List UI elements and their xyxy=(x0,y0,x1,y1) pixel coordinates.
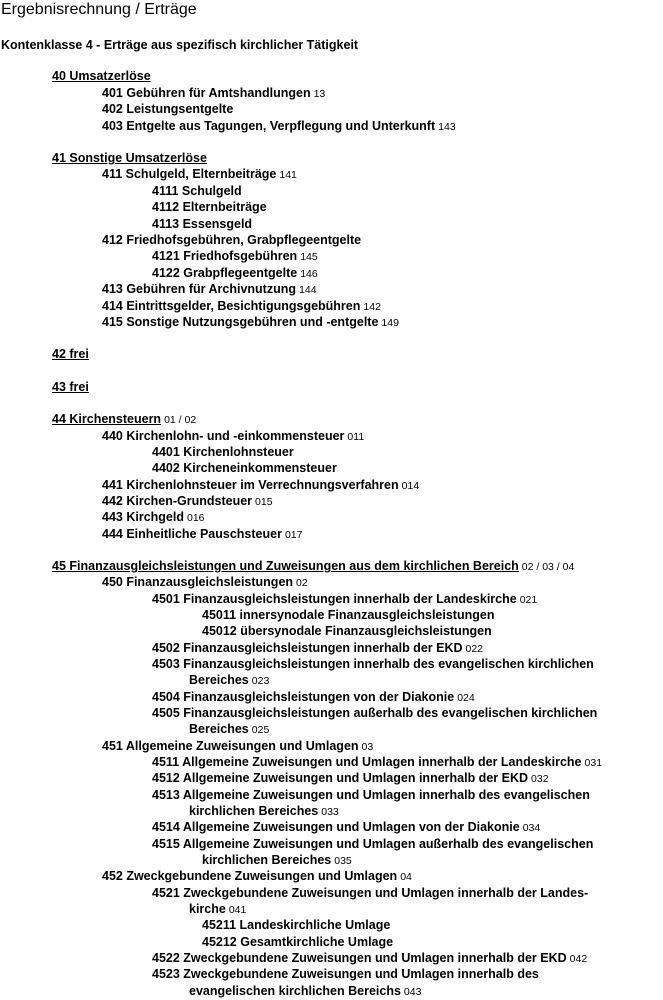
account-item xyxy=(102,166,297,183)
account-label: 402 Leistungsentgelte xyxy=(102,102,234,116)
account-item xyxy=(152,248,318,265)
account-label: 44 Kirchensteuern xyxy=(52,412,162,426)
account-reference-code: 01 / 02 xyxy=(164,414,197,426)
account-label: kirchlichen Bereiches xyxy=(189,804,319,818)
account-item xyxy=(152,591,537,608)
account-reference-code: 02 xyxy=(296,577,308,589)
account-item xyxy=(152,265,318,282)
account-group-heading xyxy=(52,68,151,84)
account-item xyxy=(102,493,273,510)
account-group-heading xyxy=(52,150,207,166)
account-label: 403 Entgelte aus Tagungen, Verpflegung und Unterkunft xyxy=(102,119,436,133)
account-label: kirche xyxy=(189,902,226,916)
section-subtitle: Kontenklasse 4 - Erträge aus spezifisch kirchlicher Tätigkeit xyxy=(1,38,359,52)
account-label: 415 Sonstige Nutzungsgebühren und -entgelte xyxy=(102,315,379,329)
account-label: 442 Kirchen-Grundsteuer xyxy=(102,494,253,508)
account-item xyxy=(152,199,267,215)
account-label: 4512 Allgemeine Zuweisungen und Umlagen innerhalb der EKD xyxy=(152,771,529,785)
account-item xyxy=(152,444,294,460)
account-reference-code: 017 xyxy=(284,529,303,541)
account-item xyxy=(102,232,361,248)
account-reference-code: 031 xyxy=(584,757,603,769)
account-item xyxy=(102,101,233,117)
account-label: 451 Allgemeine Zuweisungen und Umlagen xyxy=(102,739,359,753)
account-reference-code: 04 xyxy=(400,871,412,883)
account-label: 450 Finanzausgleichsleistungen xyxy=(102,575,294,589)
account-reference-code: 144 xyxy=(299,284,317,296)
account-item xyxy=(202,607,494,623)
account-reference-code: 014 xyxy=(401,480,420,492)
account-item xyxy=(189,803,339,820)
account-item xyxy=(152,885,588,901)
account-label: 4523 Zweckgebundene Zuweisungen und Umlagen innerhalb des xyxy=(152,967,539,981)
account-label: 43 frei xyxy=(52,380,89,394)
account-label: 4502 Finanzausgleichsleistungen innerhalb der EKD xyxy=(152,641,463,655)
account-reference-code: 03 xyxy=(361,741,374,753)
account-label: 441 Kirchenlohnsteuer im Verrechnungsverfahren xyxy=(102,478,399,492)
account-label: kirchlichen Bereiches xyxy=(202,853,332,867)
account-reference-code: 024 xyxy=(457,692,475,704)
account-group-heading xyxy=(52,558,574,575)
account-item xyxy=(189,983,421,1000)
account-label: 45 Finanzausgleichsleistungen und Zuweisungen aus dem kirchlichen Bereich xyxy=(52,559,519,573)
page-title: Ergebnisrechnung / Erträge xyxy=(1,1,197,18)
account-reference-code: 149 xyxy=(381,317,399,329)
account-label: 413 Gebühren für Archivnutzung xyxy=(102,282,297,296)
account-label: 45012 übersynodale Finanzausgleichsleistungen xyxy=(202,624,492,638)
account-item xyxy=(152,656,594,672)
account-label: 4401 Kirchenlohnsteuer xyxy=(152,445,294,459)
account-item xyxy=(152,689,475,706)
account-reference-code: 02 / 03 / 04 xyxy=(521,561,575,573)
account-item xyxy=(152,836,593,852)
account-item xyxy=(189,901,246,918)
account-item xyxy=(152,460,337,476)
account-reference-code: 032 xyxy=(531,773,549,785)
account-reference-code: 042 xyxy=(569,953,588,965)
account-label: evangelischen kirchlichen Bereichs xyxy=(189,984,401,998)
account-item xyxy=(102,509,205,526)
account-reference-code: 021 xyxy=(519,594,538,606)
account-item xyxy=(152,787,590,803)
account-item xyxy=(102,868,412,885)
account-label: 45212 Gesamtkirchliche Umlage xyxy=(202,935,394,949)
account-item xyxy=(152,770,549,787)
account-item xyxy=(102,298,381,315)
account-reference-code: 13 xyxy=(313,88,326,100)
account-item xyxy=(102,574,308,591)
account-reference-code: 041 xyxy=(228,904,247,916)
account-reference-code: 146 xyxy=(300,268,318,280)
account-item xyxy=(102,738,373,755)
account-group-heading xyxy=(52,411,196,428)
account-item xyxy=(202,623,492,639)
account-reference-code: 015 xyxy=(255,496,273,508)
account-reference-code: 022 xyxy=(465,643,484,655)
account-label: 4112 Elternbeiträge xyxy=(152,200,267,214)
account-label: 4503 Finanzausgleichsleistungen innerhalb des evangelischen kirchlichen xyxy=(152,657,594,671)
account-item xyxy=(102,281,317,298)
account-item xyxy=(152,640,483,657)
account-label: 440 Kirchenlohn- und -einkommensteuer xyxy=(102,429,345,443)
account-label: 4505 Finanzausgleichsleistungen außerhalb des evangelischen kirchlichen xyxy=(152,706,598,720)
account-label: 4113 Essensgeld xyxy=(152,217,253,231)
account-label: 452 Zweckgebundene Zuweisungen und Umlagen xyxy=(102,869,398,883)
account-reference-code: 016 xyxy=(186,512,205,524)
account-reference-code: 142 xyxy=(363,301,381,313)
account-item xyxy=(189,672,269,689)
account-reference-code: 011 xyxy=(347,431,365,443)
account-label: 414 Eintrittsgelder, Besichtigungsgebühren xyxy=(102,299,361,313)
account-label: 4513 Allgemeine Zuweisungen und Umlagen innerhalb des evangelischen xyxy=(152,788,590,802)
account-label: 4402 Kircheneinkommensteuer xyxy=(152,461,337,475)
account-label: 412 Friedhofsgebühren, Grabpflegeentgelte xyxy=(102,233,362,247)
account-label: 4515 Allgemeine Zuweisungen und Umlagen außerhalb des evangelischen xyxy=(152,837,594,851)
account-label: 40 Umsatzerlöse xyxy=(52,69,151,83)
account-reference-code: 043 xyxy=(403,986,422,998)
account-label: 4501 Finanzausgleichsleistungen innerhalb der Landeskirche xyxy=(152,592,517,606)
account-reference-code: 025 xyxy=(251,724,270,736)
account-label: 45211 Landeskirchliche Umlage xyxy=(202,918,391,932)
account-label: 4122 Grabpflegeentgelte xyxy=(152,266,298,280)
account-label: 444 Einheitliche Pauschsteuer xyxy=(102,527,282,541)
account-label: 443 Kirchgeld xyxy=(102,510,184,524)
account-reference-code: 033 xyxy=(321,806,339,818)
account-item xyxy=(102,477,419,494)
account-label: 4111 Schulgeld xyxy=(152,184,242,198)
account-group-heading xyxy=(52,346,89,362)
account-item xyxy=(202,852,352,869)
account-label: 4521 Zweckgebundene Zuweisungen und Umlagen innerhalb der Landes- xyxy=(152,886,589,900)
account-label: Bereiches xyxy=(189,722,249,736)
account-item xyxy=(102,85,325,102)
account-label: Bereiches xyxy=(189,673,249,687)
account-reference-code: 145 xyxy=(300,251,318,263)
account-reference-code: 141 xyxy=(279,169,297,181)
account-item xyxy=(102,428,364,445)
account-item xyxy=(102,526,302,543)
account-label: 42 frei xyxy=(52,347,89,361)
account-label: 4511 Allgemeine Zuweisungen und Umlagen innerhalb der Landeskirche xyxy=(152,755,582,769)
account-item xyxy=(152,754,602,771)
account-item xyxy=(202,917,390,933)
account-item xyxy=(152,183,242,199)
account-label: 411 Schulgeld, Elternbeiträge xyxy=(102,167,277,181)
account-item xyxy=(102,314,399,331)
account-item xyxy=(102,118,456,135)
account-label: 45011 innersynodale Finanzausgleichsleistungen xyxy=(202,608,495,622)
account-label: 4514 Allgemeine Zuweisungen und Umlagen von der Diakonie xyxy=(152,820,520,834)
account-item xyxy=(152,705,597,721)
account-item xyxy=(152,966,539,982)
account-group-heading xyxy=(52,379,89,395)
account-label: 4121 Friedhofsgebühren xyxy=(152,249,298,263)
account-item xyxy=(189,721,269,738)
account-label: 4522 Zweckgebundene Zuweisungen und Umlagen innerhalb der EKD xyxy=(152,951,567,965)
account-reference-code: 143 xyxy=(438,121,456,133)
account-item xyxy=(152,819,540,836)
account-reference-code: 034 xyxy=(522,822,541,834)
account-reference-code: 023 xyxy=(251,675,270,687)
account-reference-code: 035 xyxy=(334,855,352,867)
account-label: 401 Gebühren für Amtshandlungen xyxy=(102,86,311,100)
account-item xyxy=(152,950,587,967)
account-label: 41 Sonstige Umsatzerlöse xyxy=(52,151,207,165)
account-item xyxy=(202,934,393,950)
account-item xyxy=(152,216,252,232)
account-label: 4504 Finanzausgleichsleistungen von der Diakonie xyxy=(152,690,455,704)
